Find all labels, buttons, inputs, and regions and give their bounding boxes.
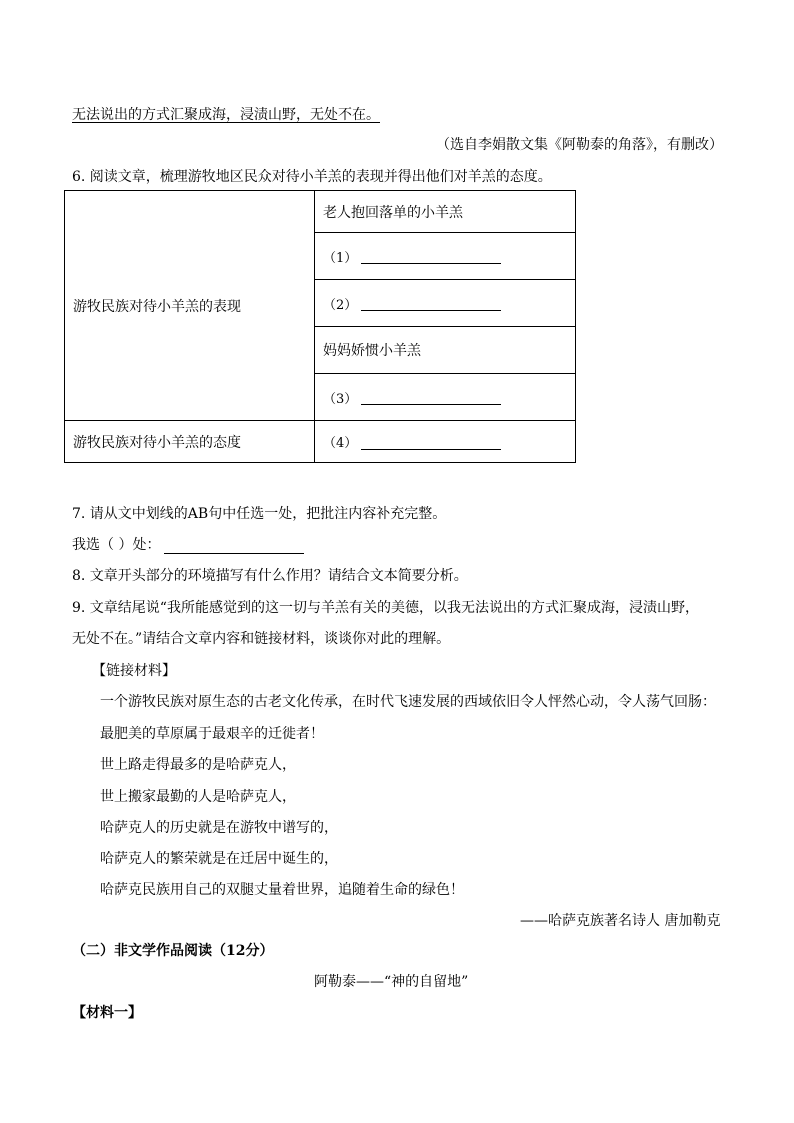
q6-stem: 6. 阅读文章，梳理游牧地区民众对待小羊羔的表现并得出他们对羊羔的态度。 (72, 169, 552, 185)
q9-stem-line2: 无处不在。”请结合文章内容和链接材料，谈谈你对此的理解。 (72, 631, 451, 647)
poem-attribution: ——哈萨克族著名诗人 唐加勒克 (520, 913, 721, 929)
q6-answer-2-label: （2） (323, 297, 358, 313)
source-note: （选自李娟散文集《阿勒泰的角落》，有删改） (436, 137, 723, 153)
q6-answer-3-blank[interactable] (361, 392, 501, 405)
q6-answer-4[interactable] (315, 421, 576, 463)
section2-title: 阿勒泰——“神的自留地” (314, 974, 469, 990)
poem-line: 哈萨克民族用自己的双腿丈量着世界，追随着生命的绿色！ (100, 882, 464, 898)
poem-line: 世上搬家最勤的人是哈萨克人， (100, 789, 296, 805)
material1-label: 【材料一】 (72, 1005, 142, 1021)
q6-behavior-label: 游牧民族对待小羊羔的表现 (65, 191, 315, 421)
section2-heading: （二）非文学作品阅读（12分） (72, 943, 274, 959)
q8-stem: 8. 文章开头部分的环境描写有什么作用？请结合文本简要分析。 (72, 568, 468, 584)
poem-line: 哈萨克人的繁荣就是在迁居中诞生的， (100, 851, 338, 867)
poem-line: 哈萨克人的历史就是在游牧中谱写的， (100, 820, 338, 836)
q6-answer-1[interactable] (315, 233, 576, 280)
link-material-intro: 一个游牧民族对原生态的古老文化传承，在时代飞速发展的西域依旧令人怦然心动，令人荡气回肠： (100, 694, 716, 710)
q6-table (64, 190, 576, 463)
q6-item-4: 妈妈娇惯小羊羔 (315, 327, 576, 374)
q6-attitude-label: 游牧民族对待小羊羔的态度 (65, 421, 315, 463)
poem-line: 世上路走得最多的是哈萨克人， (100, 757, 296, 773)
q6-item-1: 老人抱回落单的小羊羔 (315, 191, 576, 233)
q6-answer-2[interactable] (315, 280, 576, 327)
q6-answer-4-label: （4） (323, 436, 358, 451)
q6-answer-1-blank[interactable] (361, 251, 501, 264)
link-material-title: 【链接材料】 (92, 663, 176, 679)
q7-stem: 7. 请从文中划线的AB句中任选一处，把批注内容补充完整。 (72, 506, 447, 522)
poem-line: 最肥美的草原属于最艰辛的迁徙者！ (100, 726, 324, 742)
q7-answer-blank[interactable] (164, 539, 304, 554)
q7-answer-prefix: 我选（ ）处： (72, 537, 161, 553)
q6-answer-1-label: （1） (323, 250, 358, 266)
q6-answer-4-blank[interactable] (361, 437, 501, 450)
q6-answer-2-blank[interactable] (361, 298, 501, 311)
passage-tail: 无法说出的方式汇聚成海，浸渍山野，无处不在。 (72, 107, 380, 123)
q9-stem-line1: 9. 文章结尾说“我所能感觉到的这一切与羊羔有关的美德，以我无法说出的方式汇聚成海，浸渍山野， (72, 600, 699, 616)
q7-answer[interactable] (72, 534, 304, 554)
q6-answer-3-label: （3） (323, 391, 358, 407)
q6-answer-3[interactable] (315, 374, 576, 421)
